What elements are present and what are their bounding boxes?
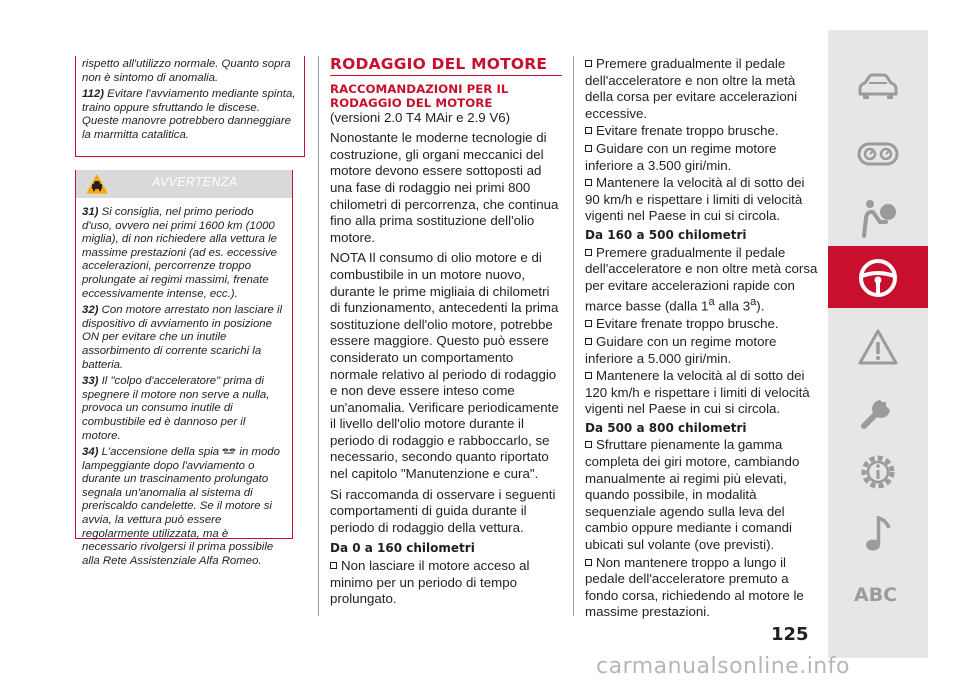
chapter-tab-emergency[interactable] (828, 316, 928, 378)
note-number: 32) (82, 304, 99, 317)
chapter-tab-dashboard[interactable] (828, 124, 928, 186)
bullet-square-icon (585, 145, 592, 152)
chapter-tab-technical[interactable] (828, 440, 928, 502)
dashboard-icon (856, 134, 900, 174)
note-text: Si consiglia, nel primo periodo d'uso, ovvero nei primi 1600 km (1000 miglia), di non richiedere alla vettura le massime prestazioni (ad es. eccessive accelerazioni, percorrenze troppo prolungate ai regimi massimi, frenate eccessivamente intense, ecc.). (82, 206, 278, 300)
bullet-square-icon (585, 60, 592, 67)
bullet-square-icon (585, 179, 592, 186)
note-text: in modo lampeggiante dopo l'avviamento o durante un trascinamento prolungato segnala un'anomalia al sistema di preriscaldo candelette. Se il motore si avvia, la vettura può essere regolarmente utilizzata, ma è necessario rivolgersi il prima possibile alla Rete Assistenziale Alfa Romeo. (82, 446, 280, 567)
column-divider (573, 56, 574, 616)
gear-info-icon (856, 450, 900, 494)
chapter-tab-index[interactable] (828, 564, 928, 626)
chapter-tab-driving[interactable] (828, 246, 928, 308)
abc-icon: ABC (854, 584, 898, 606)
page-number: 125 (771, 624, 809, 645)
car-icon (856, 68, 900, 108)
superscript: a (708, 296, 715, 309)
range-heading: Da 160 a 500 chilometri (585, 227, 747, 242)
bullet-square-icon (585, 559, 592, 566)
note-112 (82, 88, 298, 142)
bullet-square-icon (585, 372, 592, 379)
note-text: L'accensione della spia (101, 446, 220, 459)
bullet-text: Evitare frenate troppo brusche. (596, 123, 779, 139)
music-note-icon (856, 512, 900, 556)
chapter-tab-maintenance[interactable] (828, 378, 928, 440)
note-text: Evitare l'avviamento mediante spinta, traino oppure sfruttando le discese. Queste manovre potrebbero danneggiare la marmitta catalitica. (82, 88, 296, 141)
warning-32 (82, 304, 286, 372)
bullet-square-icon (585, 320, 592, 327)
bullet-item (585, 368, 821, 418)
note-text: Con motore arrestato non lasciare il dispositivo di avviamento in posizione ON per evitare che un inutile assorbimento di corrente scarichi la batteria. (82, 304, 283, 371)
warning-car-icon (86, 174, 108, 194)
warning-triangle-icon (856, 326, 900, 370)
right-column (585, 56, 821, 622)
bullet-text: Guidare con un regime motore inferiore a 3.500 giri/min. (585, 140, 777, 173)
range-heading: Da 0 a 160 chilometri (330, 541, 475, 556)
bullet-square-icon (585, 249, 592, 256)
warning-body (76, 198, 292, 568)
chapter-tab-safety[interactable] (828, 186, 928, 248)
warning-header (76, 170, 292, 198)
paragraph-note: NOTA Il consumo di olio motore e di combustibile in un motore nuovo, durante le prime migliaia di chilometri di funzionamento, antecedenti la prima sostituzione dell'olio motore, potrebbe essere maggiore. Questo può essere considerato un comportamento normale relativo al periodo di rodaggio e non deve essere inteso come un'anomalia. Verificare periodicamente il livello dell'olio motore durante il periodo di rodaggio e rabboccarlo, se necessario, secondo quanto riportato nel capitolo "Manutenzione e cura". (330, 250, 559, 482)
warning-33 (82, 375, 286, 443)
bullet-item (585, 245, 821, 316)
paragraph: Si raccomanda di osservare i seguenti comportamenti di guida durante il periodo di rodaggio della vettura. (330, 486, 556, 535)
bullet-item (585, 123, 821, 140)
section-subtitle: RACCOMANDAZIONI PER IL RODAGGIO DEL MOTORE (330, 81, 509, 110)
warning-box (75, 170, 293, 567)
chapter-tab-multimedia[interactable] (828, 502, 928, 564)
bullet-item (330, 558, 562, 608)
bullet-square-icon (585, 338, 592, 345)
bullet-square-icon (585, 441, 592, 448)
note-text: Il "colpo d'acceleratore" prima di spegnere il motore non serve a nulla, provoca un consumo inutile di combustibile ed è dannoso per il motore. (82, 375, 270, 442)
bullet-item (585, 316, 821, 333)
wrench-icon (856, 388, 900, 432)
bullet-square-icon (585, 127, 592, 134)
note-number: 34) (82, 446, 99, 459)
bullet-item (585, 175, 821, 225)
bullet-item (585, 141, 821, 174)
bullet-text: Mantenere la velocità al di sotto dei 120 km/h e rispettare i limiti di velocità vigenti nel Paese in cui si circola. (585, 368, 810, 417)
note-number: 33) (82, 375, 99, 388)
bullet-text: Sfruttare pienamente la gamma completa dei giri motore, cambiando manualmente ai regimi più elevati, quando possibile, in modalità sequenziale agendo sulla leva del cambio oppure mediante i comandi ubicati sul volante (ove previsti). (585, 437, 800, 553)
watermark: carmanualsonline.info (596, 654, 850, 679)
bullet-text: Evitare frenate troppo brusche. (596, 316, 779, 332)
warning-title: AVVERTENZA (152, 175, 238, 189)
paragraph: Nonostante le moderne tecnologie di costruzione, gli organi meccanici del motore devono essere sottoposti ad una fase di rodaggio nei primi 800 chilometri di percorrenza, che continua fino alla prima sostituzione dell'olio motore. (330, 130, 559, 245)
bullet-text: Non lasciare il motore acceso al minimo per un periodo di tempo prolungato. (330, 558, 530, 607)
bullet-text: Premere gradualmente il pedale dell'acceleratore e non oltre la metà della corsa per evitare accelerazioni eccessive. (585, 56, 798, 121)
bullet-text: Guidare con un regime motore inferiore a 5.000 giri/min. (585, 333, 777, 366)
bullet-text: Premere gradualmente il pedale dell'acceleratore e non oltre metà corsa per evitare accelerazioni rapide con marce basse (dalla 1 (585, 244, 818, 314)
note-continuation: rispetto all'utilizzo normale. Quanto sopra non è sintomo di anomalia. (82, 58, 291, 84)
superscript: a (750, 296, 757, 309)
note-number: 112) (82, 88, 104, 101)
bullet-text: alla 3 (714, 298, 751, 314)
bullet-text: Non mantenere troppo a lungo il pedale dell'acceleratore premuto a fondo corsa, richiedendo al motore le massime prestazioni. (585, 554, 804, 620)
column-divider (318, 56, 319, 616)
bullet-square-icon (330, 562, 337, 569)
warning-34 (82, 446, 286, 568)
steering-wheel-icon (856, 256, 900, 300)
range-heading: Da 500 a 800 chilometri (585, 420, 747, 435)
bullet-item (585, 334, 821, 367)
airbag-icon (856, 196, 900, 240)
bullet-text: Mantenere la velocità al di sotto dei 90 km/h e rispettare i limiti di velocità vigenti nel Paese in cui si circola. (585, 175, 805, 224)
bullet-text: ). (756, 298, 765, 314)
warning-31 (82, 206, 286, 301)
note-number: 31) (82, 206, 99, 218)
bullet-item (585, 437, 821, 553)
glow-plug-icon (222, 448, 236, 457)
versions-note: (versioni 2.0 T4 MAir e 2.9 V6) (330, 109, 511, 125)
chapter-tab-car[interactable] (828, 58, 928, 120)
note-box (75, 56, 305, 157)
bullet-item (585, 555, 821, 621)
main-column (330, 56, 562, 609)
chapter-sidebar (828, 30, 928, 658)
section-title: RODAGGIO DEL MOTORE (330, 56, 562, 76)
bullet-item (585, 56, 821, 122)
